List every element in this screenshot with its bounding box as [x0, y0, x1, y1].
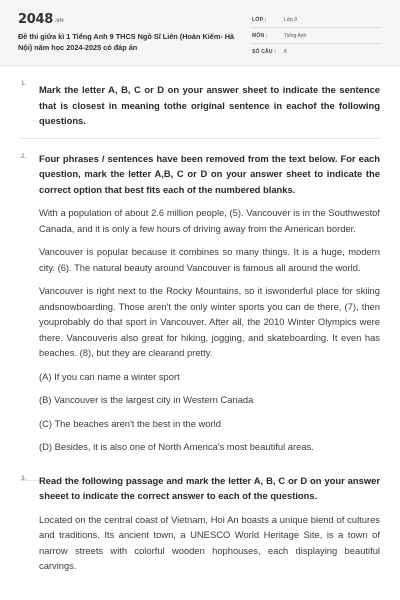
- question-1: [0, 78, 400, 129]
- passage-paragraph: Located on the central coast of Vietnam, Hoi An boasts a unique blend of cultures and traditions. Its ancient town, a UNESCO World Heritage Site, is a town of narrow streets with colorful wooden hophouses, each displaying beautiful carvings.: [39, 513, 380, 571]
- answer-option-b[interactable]: (B) Vancouver is the largest city in Western Canada: [39, 394, 254, 405]
- answer-option-d[interactable]: (D) Besides, it is also one of North America's most beautiful areas.: [39, 441, 314, 452]
- question-3: [0, 473, 400, 574]
- logo-suffix: .vn: [53, 17, 64, 24]
- meta-label: MÔN :: [252, 32, 268, 39]
- answer-option-a[interactable]: (A) If you can name a winter sport: [39, 370, 180, 382]
- question-list: [0, 78, 400, 574]
- question-number: 2.: [21, 152, 27, 160]
- document-title: Đề thi giữa kì 1 Tiếng Anh 9 THCS Ngô Sĩ Liên (Hoàn Kiếm- Hà Nội) năm học 2024-2025 có đáp án: [18, 32, 235, 52]
- meta-subject-row: [252, 28, 382, 44]
- passage-paragraph: With a population of about 2.6 million people, (5). Vancouver is in the Southwestof Canada, and it is only a few hours of driving away from the American border.: [39, 207, 380, 234]
- passage-paragraph: Vancouver is popular because it combines so many things. It is a huge, modern city. (6). The natural beauty around Vancouver is famous all around the world.: [39, 246, 380, 273]
- meta-value: Lớp 9: [284, 16, 298, 23]
- meta-class-row: [252, 12, 382, 28]
- passage-paragraph: Vancouver is right next to the Rocky Mountains, so it iswonderful place for skiing andsnowboarding. Those aren't the only winter sports you can de there, (7), then youprobably do that sport in Vancouver. After all, the 2010 Winter Olympics were there. Vancouveris also great for hiking, jogging, and skateboarding. It even has beaches. (8), but they are clearand pretty.: [39, 285, 380, 358]
- site-logo[interactable]: [18, 12, 64, 27]
- question-instruction: Four phrases / sentences have been removed from the text below. For each question, mark the letter A,B, C or D on your answer sheet to indicate the correct option that best fits each of the numbered blanks.: [39, 152, 380, 195]
- question-2: [0, 151, 400, 455]
- question-instruction: Mark the letter A, B, C or D on your answer sheet to indicate the sentence that is closest in meaning tothe original sentence in eachof the following questions.: [39, 84, 380, 126]
- meta-value: 8: [284, 49, 287, 55]
- divider: [20, 138, 380, 139]
- logo-text: 2048: [18, 12, 53, 27]
- meta-label: LỚP :: [252, 16, 267, 23]
- question-number: 1.: [21, 80, 27, 87]
- page-header: [0, 0, 400, 66]
- answer-option-c[interactable]: (C) The beaches aren't the best in the world: [39, 417, 221, 429]
- meta-count-row: [252, 44, 382, 60]
- meta-label: SỐ CÂU :: [252, 49, 277, 55]
- document-meta: [252, 12, 382, 60]
- question-instruction: Read the following passage and mark the letter A, B, C or D on your answer sheeet to indicate the correct answer to each of the questions.: [39, 474, 380, 501]
- question-number: 3.: [21, 474, 27, 482]
- meta-value: Tiếng Anh: [284, 32, 307, 39]
